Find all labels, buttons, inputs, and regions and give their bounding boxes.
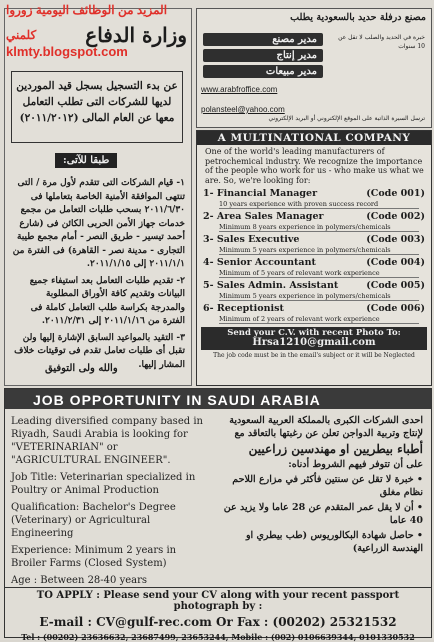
- ministry-body: [11, 177, 185, 375]
- job-code: (Code 001): [366, 188, 425, 199]
- steel-ad-note: خبرة في الحديد والصلب لا تقل عن 10 سنوات: [338, 34, 425, 50]
- job-code: (Code 006): [366, 303, 425, 314]
- position-item: مدير مبيعات: [203, 65, 323, 78]
- job-item: [203, 279, 425, 302]
- ministry-item: ٣- التقيد بالمواعيد السابق الإشارة إليها ولن تقبل أى طلبات تعامل تقدم فى توقيتات خلاف المشار إليها.: [14, 332, 185, 370]
- job-detail: Minimum 5 years experience in polymers/chemicals: [219, 246, 419, 255]
- steel-ad-footer: ترسل السيرة الذاتية على الموقع الإلكتروني أو البريد الإلكتروني: [268, 115, 425, 122]
- steel-factory-ad: [196, 8, 432, 128]
- saudi-job-ad: [4, 388, 432, 642]
- job-detail: 10 years experience with proven success record: [219, 200, 419, 209]
- arabic-line: على أن تتوفر فيهم الشروط أدناه:: [288, 458, 423, 470]
- job-title: 3- Sales Executive: [203, 234, 300, 245]
- multinational-header: A MULTINATIONAL COMPANY: [197, 131, 431, 145]
- job-detail: Minimum 8 years experience in polymers/chemicals: [219, 223, 419, 232]
- arabic-line: احدى الشركات الكبرى بالمملكة العربية السعودية لإنتاج وتربية الدواجن تعلن عن رغبتها بالتعاقد مع: [229, 415, 423, 439]
- job-code: (Code 003): [366, 234, 425, 245]
- apply-phone: Tel : (00202) 23636632, 23687499, 23653244, Mobile : (002) 0106639344, 0101330532: [21, 632, 415, 642]
- job-title: 6- Receptionist: [203, 303, 284, 314]
- job-title: 5- Sales Admin. Assistant: [203, 280, 339, 291]
- job-code: (Code 002): [366, 211, 425, 222]
- ministry-item: ٢- تقديم طلبات التعامل بعد استيفاء جميع البيانات وتقديم كافة الأوراق المطلوبة والمدرجة بكراسة طلب التعامل كاملة فى الفترة من ٢٠١١/١/١٦ إلى ٢٠١١/٢/٣١.: [29, 275, 185, 326]
- job-item: [203, 233, 425, 256]
- saudi-age: Age : Between 28-40 years: [11, 575, 148, 586]
- saudi-ad-title: JOB OPPORTUNITY IN SAUDI ARABIA: [33, 392, 321, 408]
- arabic-line: أطباء بيطريين او مهندسين زراعيين: [248, 442, 423, 456]
- saudi-intro: Leading diversified company based in Riyadh, Saudi Arabia is looking for "VETERINARIAN" or "AGRICULTURAL ENGINEER".: [11, 416, 203, 466]
- steel-ad-header: مصنع درفلة حديد بالسعودية يطلب: [290, 12, 426, 23]
- send-cv-email[interactable]: Hrsa1210@gmail.com: [252, 337, 376, 348]
- job-detail: Minimum 5 years experience in polymers/chemicals: [219, 292, 419, 301]
- steel-ad-website[interactable]: www.arabfroffice.com: [201, 85, 278, 94]
- arabic-line: • أن لا يقل عمر المتقدم عن 28 عاما ولا يزيد عن 40 عاما: [223, 502, 423, 526]
- arabic-line: • خبرة لا تقل عن سنتين فأكثر في مزارع اللاحم نظام مغلق: [232, 474, 423, 498]
- position-item: مدير مصنع: [203, 33, 323, 46]
- job-item: [203, 210, 425, 233]
- saudi-ad-english: [11, 415, 209, 591]
- arabic-line: • حاصل شهادة البكالوريوس (طب بيطري او الهندسة الزراعية): [245, 530, 423, 554]
- job-code: (Code 004): [366, 257, 425, 268]
- job-item: [203, 256, 425, 279]
- job-item: [203, 187, 425, 210]
- job-detail: Minimum of 5 years of relevant work experience: [219, 269, 419, 278]
- apply-email-fax[interactable]: E-mail : CV@gulf-rec.com Or Fax : (00202) 25321532: [39, 615, 397, 629]
- ministry-item: ١- قيام الشركات التى تتقدم لأول مرة / التى تنتهى الموافقة الأمنية الخاصة بتعاملها فى ٢٠١١/٦/٣٠ بسحب طلبات التعامل من مجمع خدمات جهاز الأمن الحربى الكائن فى (شارع أحمد تيسير - طريق النصر - أمام مجمع طيبة التجارى - مدينة نصر - القاهرة) فى الفترة من ٢٠١١/١/١ إلى ٢٠١١/١/١٥.: [12, 178, 185, 269]
- multinational-ad: [196, 130, 432, 386]
- apply-label: TO APPLY : Please send your CV along with your recent passport photograph by :: [36, 590, 400, 612]
- multinational-intro: One of the world's leading manufacturers of petrochemical industry. We recognize the importance of the people who work for us - who make us what we are. So, we're looking for:: [205, 147, 424, 185]
- saudi-experience: Experience: Minimum 2 years in Broiler Farms (Closed System): [11, 545, 177, 569]
- job-title: 4- Senior Accountant: [203, 257, 316, 268]
- saudi-job-title: Job Title: Veterinarian specialized in Poultry or Animal Production: [11, 472, 196, 496]
- watermark-line-1: المزيد من الوظائف اليومية زوروا: [6, 3, 168, 17]
- send-cv-box: [201, 327, 427, 350]
- saudi-ad-title-bar: [5, 389, 431, 409]
- job-code: (Code 005): [366, 280, 425, 291]
- saudi-ad-arabic: [217, 415, 423, 558]
- send-cv-label: Send your C.V. with recent Photo To:: [227, 328, 401, 338]
- ministry-closing: والله ولى التوفيق: [45, 363, 118, 374]
- position-item: مدير إنتاج: [203, 49, 323, 62]
- watermark-line-2: كلمني: [6, 28, 37, 42]
- ministry-ad: [4, 8, 192, 386]
- job-code-note: The job code must be in the email's subject or it will be Neglected: [213, 352, 415, 359]
- steel-ad-email[interactable]: polansteel@yahoo.com: [201, 105, 285, 114]
- job-title: 1- Financial Manager: [203, 188, 318, 199]
- ministry-tag: طبقا للآتى:: [55, 153, 117, 168]
- watermark-url[interactable]: klmty.blogspot.com: [6, 44, 128, 59]
- ministry-announcement-box: عن بدء التسجيل بسجل قيد الموردين لديها للشركات التى تطلب التعامل معها عن العام المالى (٢٠١١/٢٠١٢): [11, 71, 183, 143]
- apply-section: [5, 587, 431, 642]
- job-item: [203, 302, 425, 325]
- steel-ad-positions: [203, 33, 323, 81]
- job-detail: Minimum of 2 years of relevant work experience: [219, 315, 419, 324]
- job-title: 2- Area Sales Manager: [203, 211, 324, 222]
- ministry-title: وزارة الدفاع: [85, 23, 187, 47]
- job-list: [197, 187, 431, 325]
- saudi-qualification: Qualification: Bachelor's Degree (Veterinary) or Agricultural Engineering: [11, 502, 176, 539]
